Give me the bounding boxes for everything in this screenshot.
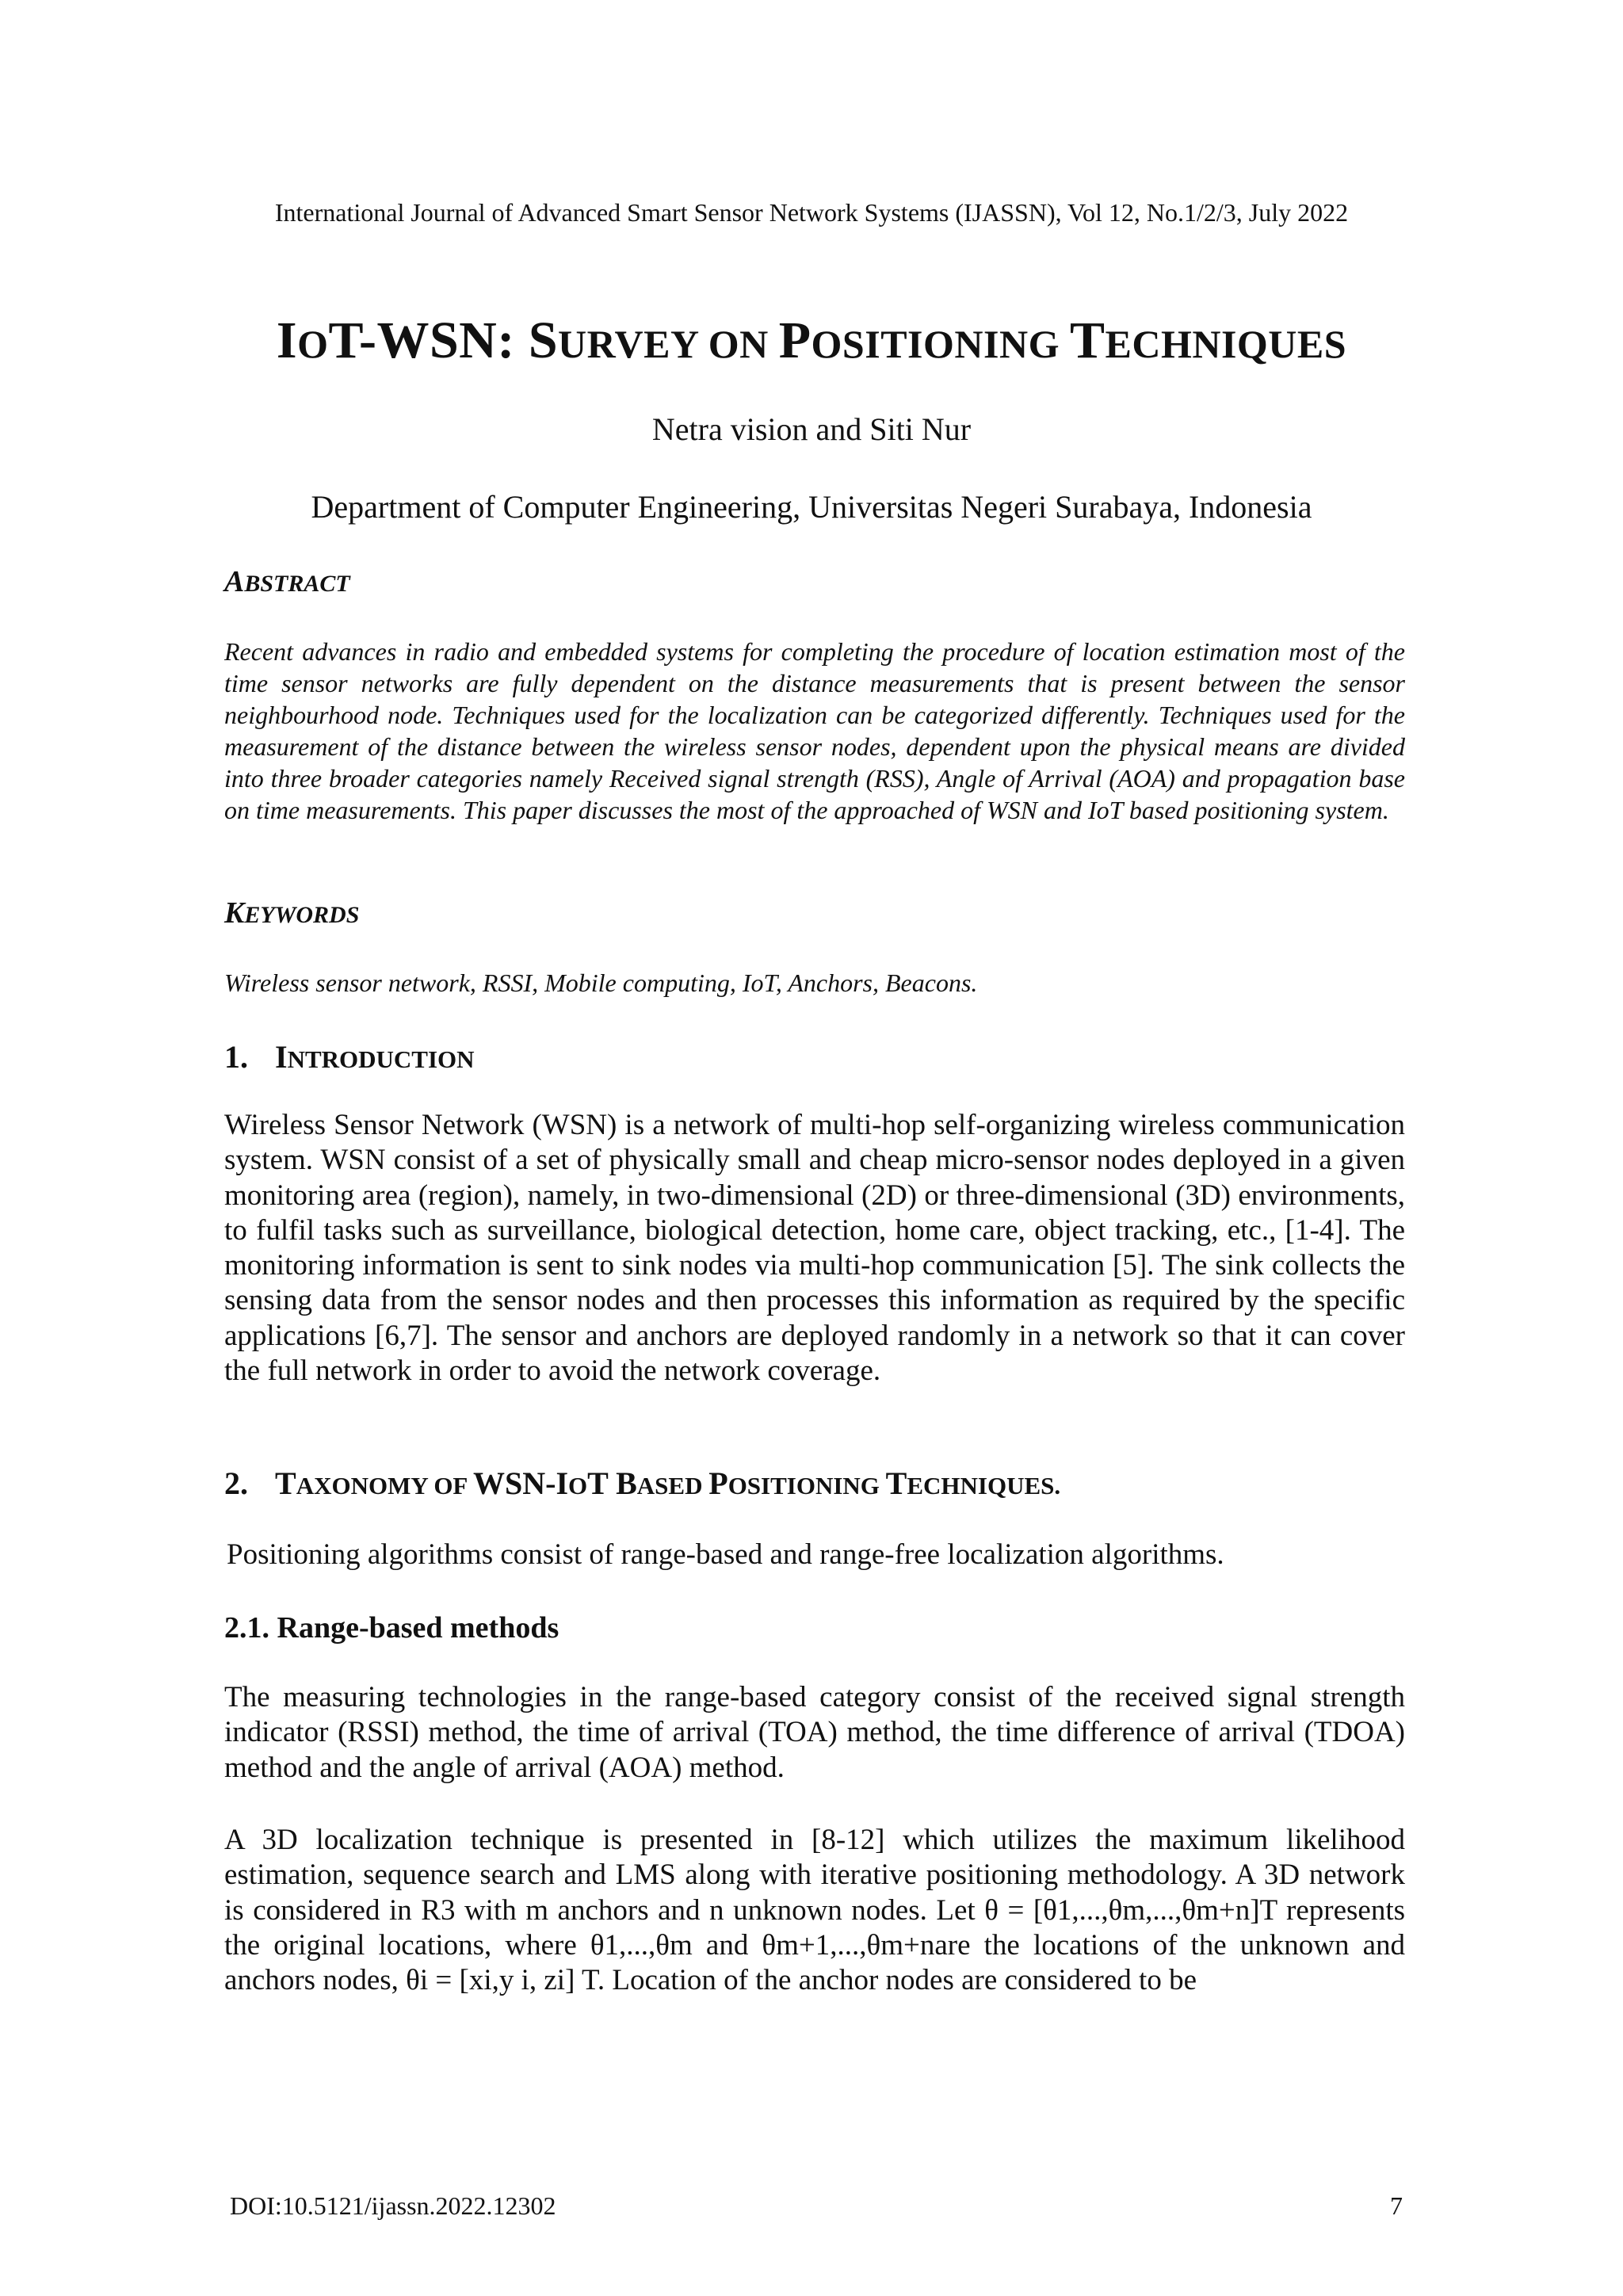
page-number: 7	[1390, 2191, 1403, 2220]
keywords-heading: KEYWORDS	[224, 896, 360, 930]
abstract-heading: ABSTRACT	[224, 565, 350, 598]
authors: Netra vision and Siti Nur	[651, 411, 972, 447]
section-2-1-heading: 2.1. Range-based methods	[224, 1611, 559, 1645]
keywords-body: Wireless sensor network, RSSI, Mobile computing, IoT, Anchors, Beacons.	[224, 968, 978, 997]
section-2-1-para-2: A 3D localization technique is presented in [8-12] which utilizes the maximum likelihood estimation, sequence search and LMS along with iterative positioning methodology. A 3D network is considered in R3 with m anchors and n unknown nodes. Let θ = [θ1,...,θm,...,θm+n]T represents the original locations, where θ1,...,θm and θm+1,...,θm+nare the locations of the unknown and anchors nodes, θi = [xi,y i, zi] T. Location of the anchor nodes are considered to be	[224, 1824, 1405, 1997]
section-1-heading: 1. INTRODUCTION	[224, 1039, 475, 1075]
running-head: International Journal of Advanced Smart Sensor Network Systems (IJASSN), Vol 12, No.1/2/3, July 2022	[274, 198, 1349, 227]
section-2-body: Positioning algorithms consist of range-based and range-free localization algorithms.	[227, 1538, 1224, 1571]
abstract-body: Recent advances in radio and embedded systems for completing the procedure of location estimation most of the time sensor networks are fully dependent on the distance measurements that is present between the sensor neighbourhood node. Techniques used for the localization can be categorized differently. Techniques used for the measurement of the distance between the wireless sensor nodes, dependent upon the physical means are divided into three broader categories namely Received signal strength (RSS), Angle of Arrival (AOA) and propagation base on time measurements. This paper discusses the most of the approached of WSN and IoT based positioning system.	[224, 637, 1405, 824]
footer-doi: DOI:10.5121/ijassn.2022.12302	[230, 2191, 556, 2220]
affiliation: Department of Computer Engineering, Universitas Negeri Surabaya, Indonesia	[311, 489, 1312, 525]
paper-title: IOT-WSN: SURVEY ON POSITIONING TECHNIQUES	[276, 311, 1347, 369]
section-1-body: Wireless Sensor Network (WSN) is a network of multi-hop self-organizing wireless communication system. WSN consist of a set of physically small and cheap micro-sensor nodes deployed in a given monitoring area (region), namely, in two-dimensional (2D) or three-dimensional (3D) environments, to fulfil tasks such as surveillance, biological detection, home care, object tracking, etc., [1-4]. The monitoring information is sent to sink nodes via multi-hop communication [5]. The sink collects the sensing data from the sensor nodes and then processes this information as required by the specific applications [6,7]. The sensor and anchors are deployed randomly in a network so that it can cover the full network in order to avoid the network coverage.	[224, 1109, 1405, 1388]
section-2-1-para-1: The measuring technologies in the range-based category consist of the received signal strength indicator (RSSI) method, the time of arrival (TOA) method, the time difference of arrival (TDOA) method and the angle of arrival (AOA) method.	[224, 1681, 1405, 1784]
section-2-heading: 2. TAXONOMY OF WSN-IOT BASED POSITIONING TECHNIQUES.	[224, 1465, 1061, 1501]
